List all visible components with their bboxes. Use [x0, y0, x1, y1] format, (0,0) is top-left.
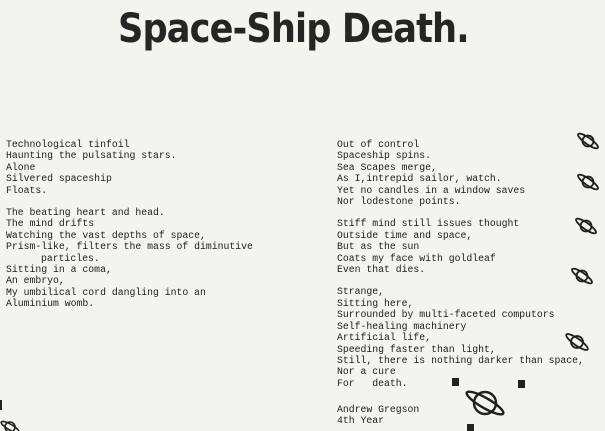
poem-line: Stiff mind still issues thought: [337, 218, 520, 230]
poem-line: Alone: [6, 161, 36, 173]
poem-line: Sitting in a coma,: [6, 264, 112, 276]
star-mark: [467, 424, 474, 431]
poem-line: But as the sun: [337, 241, 420, 253]
poem-line: As I,intrepid sailor, watch.: [337, 173, 502, 185]
poem-line: Out of control: [337, 139, 420, 150]
poem-line: Outside time and space,: [337, 229, 473, 241]
ringed-planet-icon: [569, 266, 595, 286]
poem-line: The beating heart and head.: [6, 207, 165, 219]
poem-line: Haunting the pulsating stars.: [6, 150, 177, 162]
poem-line: Surrounded by multi-faceted computors: [337, 309, 555, 321]
poem-line: Still, there is nothing darker than space,: [337, 354, 584, 366]
poem-line: Speeding faster than light,: [337, 343, 496, 355]
ringed-planet-icon: [462, 386, 508, 420]
poem-line: Yet no candles in a window saves: [337, 184, 526, 196]
poem-line: Spaceship spins.: [337, 150, 432, 162]
poem-line: Coats my face with goldleaf: [337, 252, 496, 264]
star-mark: [452, 378, 459, 386]
author-signature: [337, 404, 419, 427]
poem-title: Space-Ship Death.: [118, 6, 469, 52]
star-mark: [518, 380, 525, 388]
left-column: [6, 139, 253, 321]
poem-line: An embryo,: [6, 275, 65, 287]
poem-stanza: [337, 218, 584, 275]
star-mark: [0, 400, 2, 410]
author-name: Andrew Gregson: [337, 404, 420, 415]
poem-line: Nor a cure: [337, 366, 396, 378]
poem-line: Artificial life,: [337, 332, 432, 344]
poem-line: Sea Scapes merge,: [337, 161, 437, 173]
ringed-planet-icon: [573, 216, 599, 236]
author-year: 4th Year: [337, 415, 385, 427]
poem-line: Strange,: [337, 286, 385, 298]
right-column: [337, 139, 584, 400]
poem-stanza: [337, 139, 584, 207]
ringed-planet-icon: [0, 417, 24, 431]
poem-line: Nor lodestone points.: [337, 196, 461, 208]
poem-line: Silvered spaceship: [6, 173, 112, 185]
poem-line: My umbilical cord dangling into an: [6, 286, 206, 298]
poem-line: Technological tinfoil: [6, 139, 130, 150]
poem-line: Floats.: [6, 184, 48, 196]
poem-line: Even that dies.: [337, 264, 426, 276]
ringed-planet-icon: [563, 331, 591, 353]
poem-line: Self-healing machinery: [337, 320, 467, 332]
ringed-planet-icon: [575, 172, 601, 192]
poem-stanza: [6, 139, 253, 196]
poem-line: The mind drifts: [6, 218, 95, 230]
poem-stanza: [6, 207, 253, 310]
poem-line: Aluminium womb.: [6, 298, 95, 310]
poem-line: Prism-like, filters the mass of diminutive: [6, 241, 253, 253]
poem-line: Sitting here,: [337, 297, 414, 309]
poem-line: Watching the vast depths of space,: [6, 229, 206, 241]
poem-line: particles.: [41, 252, 100, 264]
ringed-planet-icon: [575, 131, 601, 151]
poem-line: For death.: [337, 377, 408, 389]
poem-stanza: [337, 286, 584, 389]
